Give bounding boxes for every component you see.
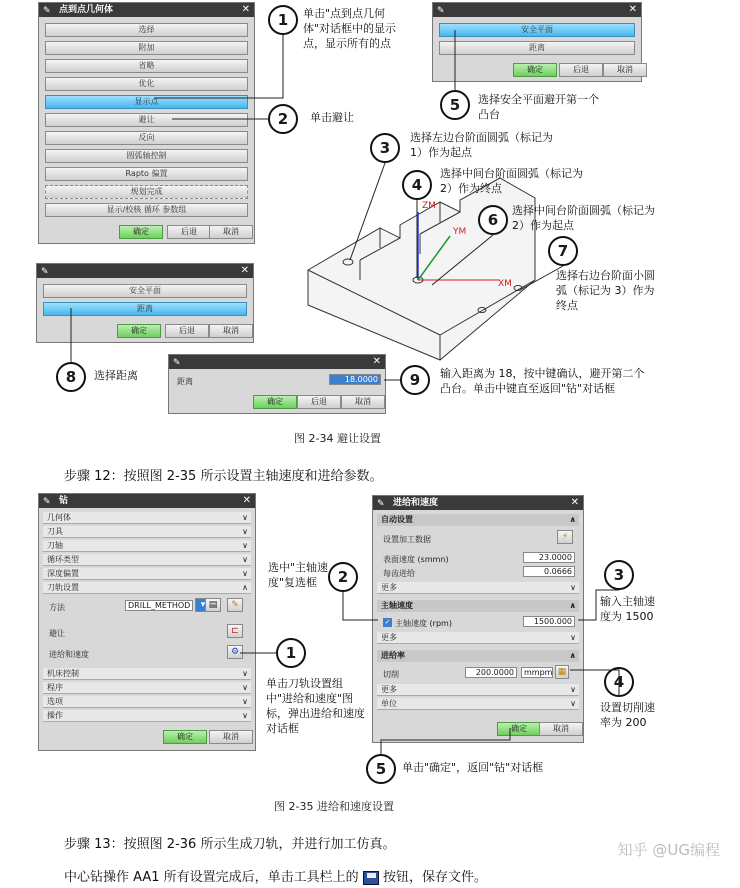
- callout-1-text: 单击"点到点几何体"对话框中的显示点，显示所有的点: [303, 7, 397, 50]
- lightning-icon[interactable]: ⚡: [557, 530, 573, 544]
- callout-4b-circle: 4: [604, 667, 634, 697]
- callout-3-text: 选择左边台阶面圆弧（标记为 1）作为起点: [410, 131, 553, 159]
- dialog-title: 进给和速度: [393, 498, 439, 508]
- callout-3b-text: 输入主轴速度为 1500: [600, 595, 655, 623]
- section-label: 进给率: [381, 651, 405, 660]
- chevron-up-icon: ∧: [242, 583, 248, 592]
- edit-method-icon[interactable]: ▤: [205, 598, 221, 612]
- cut-input[interactable]: 200.0000: [465, 667, 517, 678]
- feed-per-tooth-label: 每齿进给: [383, 569, 415, 578]
- callout-2-circle: 2: [268, 104, 298, 134]
- callout-6-text: 选择中间台阶面圆弧（标记为 2）作为起点: [512, 204, 655, 232]
- feeds-speeds-icon[interactable]: ⚙: [227, 645, 243, 659]
- row-label: 机床控制: [47, 669, 79, 678]
- display-check-cycle-button[interactable]: 显示/校核 循环 参数组: [45, 203, 248, 217]
- watermark: 知乎 @UG编程: [617, 841, 720, 859]
- cancel-button[interactable]: 取消: [209, 225, 253, 239]
- close-icon[interactable]: ✕: [241, 4, 250, 15]
- cancel-button[interactable]: 取消: [603, 63, 647, 77]
- wrench-icon: ✎: [173, 358, 181, 368]
- zm-axis-label: ZM: [422, 201, 436, 211]
- method-select[interactable]: DRILL_METHOD: [125, 600, 193, 611]
- arc-axis-control-button[interactable]: 圆弧轴控制: [45, 149, 248, 163]
- distance-button[interactable]: 距离: [43, 302, 247, 316]
- dialog-title: 钻: [59, 496, 69, 506]
- callout-5-circle: 5: [440, 90, 470, 120]
- figure-2-35-caption: 图 2-35 进给和速度设置: [274, 800, 394, 813]
- chevron-up-icon: ∧: [569, 651, 576, 660]
- step-12-text: 步骤 12：按照图 2-35 所示设置主轴速度和进给参数。: [64, 469, 383, 484]
- last-line: [64, 866, 487, 885]
- row-label: 操作: [47, 711, 63, 720]
- last-line-part-b: 按钮，保存文件。: [382, 870, 487, 885]
- callout-7-text: 选择右边台阶面小圆弧（标记为 3）作为终点: [556, 269, 655, 312]
- safe-plane-button[interactable]: 安全平面: [43, 284, 247, 298]
- chevron-up-icon: ∧: [569, 601, 576, 610]
- xm-axis-label: XM: [498, 279, 512, 289]
- callout-8-circle: 8: [56, 362, 86, 392]
- chevron-down-icon: ∨: [242, 541, 248, 550]
- chevron-down-icon: ∨: [242, 711, 248, 720]
- optimize-button[interactable]: 优化: [45, 77, 248, 91]
- reverse-button[interactable]: 反向: [45, 131, 248, 145]
- chevron-down-icon: ∨: [242, 569, 248, 578]
- ok-button[interactable]: 确定: [117, 324, 161, 338]
- set-machining-data-label: 设置加工数据: [383, 535, 431, 544]
- ok-button[interactable]: 确定: [119, 225, 163, 239]
- wrench-icon: ✎: [437, 6, 445, 16]
- callout-2b-text: 选中"主轴速度"复选框: [268, 561, 329, 589]
- avoid-icon[interactable]: ⊏: [227, 624, 243, 638]
- callout-5b-text: 单击"确定"，返回"钻"对话框: [402, 761, 544, 774]
- callout-9-circle: 9: [400, 365, 430, 395]
- callout-5b-circle: 5: [366, 754, 396, 784]
- display-points-button[interactable]: 显示点: [45, 95, 248, 109]
- callout-2b-circle: 2: [328, 562, 358, 592]
- avoid-button[interactable]: 避让: [45, 113, 248, 127]
- callout-4b-text: 设置切削速率为 200: [600, 701, 655, 729]
- callout-3b-circle: 3: [604, 560, 634, 590]
- calculator-icon[interactable]: ▦: [555, 665, 569, 679]
- cancel-button[interactable]: 取消: [341, 395, 385, 409]
- avoid-label: 避让: [49, 629, 65, 638]
- callout-7-circle: 7: [548, 236, 578, 266]
- leader-lines-34: [0, 0, 740, 430]
- row-label: 刀轴: [47, 541, 63, 550]
- chevron-down-icon: ∨: [242, 555, 248, 564]
- row-label: 更多: [381, 583, 397, 592]
- cut-label: 切削: [383, 670, 399, 679]
- callout-4-circle: 4: [402, 170, 432, 200]
- ym-axis-label: YM: [453, 227, 467, 237]
- chevron-down-icon: ∨: [570, 685, 576, 694]
- ok-button[interactable]: 确定: [513, 63, 557, 77]
- ok-button[interactable]: 确定: [163, 730, 207, 744]
- last-line-part-a: 中心钻操作 AA1 所有设置完成后，单击工具栏上的: [64, 870, 359, 885]
- safe-plane-button[interactable]: 安全平面: [439, 23, 635, 37]
- select-button[interactable]: 选择: [45, 23, 248, 37]
- spindle-speed-input[interactable]: 1500.000: [523, 616, 575, 627]
- row-label: 刀具: [47, 527, 63, 536]
- row-label: 程序: [47, 683, 63, 692]
- distance-label: 距离: [177, 377, 193, 386]
- wrench-icon: ✎: [43, 497, 51, 507]
- back-button[interactable]: 后退: [559, 63, 603, 77]
- close-icon[interactable]: ✕: [570, 497, 579, 508]
- callout-5-text: 选择安全平面避开第一个凸台: [478, 93, 599, 121]
- callout-1b-circle: 1: [276, 638, 306, 668]
- close-icon[interactable]: ✕: [240, 265, 249, 276]
- wrench-icon: ✎: [377, 499, 385, 509]
- dialog-title: 点到点几何体: [59, 5, 114, 15]
- chevron-up-icon: ∧: [569, 515, 576, 524]
- section-label: 自动设置: [381, 515, 413, 524]
- row-label: 选项: [47, 697, 63, 706]
- ok-button[interactable]: 确定: [253, 395, 297, 409]
- omit-button[interactable]: 省略: [45, 59, 248, 73]
- spindle-speed-label: 主轴速度 (rpm): [395, 619, 452, 628]
- rapto-offset-button[interactable]: Rapto 偏置: [45, 167, 248, 181]
- row-label: 更多: [381, 685, 397, 694]
- chevron-down-icon: ∨: [242, 513, 248, 522]
- close-icon[interactable]: ✕: [372, 356, 381, 367]
- distance-input[interactable]: 18.0000: [329, 374, 381, 385]
- save-icon: [363, 871, 379, 885]
- callout-4-text: 选择中间台阶面圆弧（标记为 2）作为终点: [440, 167, 583, 195]
- feeds-speeds-label: 进给和速度: [49, 650, 89, 659]
- row-label: 深度偏置: [47, 569, 79, 578]
- chevron-down-icon: ∨: [242, 669, 248, 678]
- cancel-button[interactable]: 取消: [209, 730, 253, 744]
- distance-button[interactable]: 距离: [439, 41, 635, 55]
- callout-3-circle: 3: [370, 133, 400, 163]
- close-icon[interactable]: ✕: [628, 4, 637, 15]
- wrench-icon: ✎: [41, 267, 49, 277]
- row-label: 单位: [381, 699, 397, 708]
- chevron-down-icon: ∨: [570, 699, 576, 708]
- surface-speed-input[interactable]: 23.0000: [523, 552, 575, 563]
- wrench-icon[interactable]: ✎: [227, 598, 243, 612]
- back-button[interactable]: 后退: [165, 324, 209, 338]
- step-13-text: 步骤 13：按照图 2-36 所示生成刀轨，并进行加工仿真。: [64, 837, 396, 852]
- row-label: 刀轨设置: [47, 583, 79, 592]
- back-button[interactable]: 后退: [297, 395, 341, 409]
- chevron-down-icon: ∨: [242, 697, 248, 706]
- spindle-checkbox[interactable]: ✓: [384, 618, 391, 626]
- leader-lines-35: [0, 480, 740, 790]
- callout-1-circle: 1: [268, 5, 298, 35]
- callout-2-text: 单击避让: [310, 111, 354, 124]
- append-button[interactable]: 附加: [45, 41, 248, 55]
- chevron-down-icon: ∨: [570, 633, 576, 642]
- surface-speed-label: 表面速度 (smmn): [383, 555, 449, 564]
- cut-unit-select[interactable]: mmpm: [521, 667, 553, 678]
- callout-9-text: 输入距离为 18，按中键确认，避开第二个凸台。单击中键直至返回"钻"对话框: [440, 367, 645, 395]
- cancel-button[interactable]: 取消: [209, 324, 253, 338]
- plan-complete-button[interactable]: 规划完成: [45, 185, 248, 199]
- chevron-down-icon: ∨: [242, 527, 248, 536]
- method-label: 方法: [49, 603, 65, 612]
- row-label: 更多: [381, 633, 397, 642]
- ok-button[interactable]: 确定: [497, 722, 541, 736]
- row-label: 循环类型: [47, 555, 79, 564]
- feed-per-tooth-input[interactable]: 0.0666: [523, 566, 575, 577]
- wrench-icon: ✎: [43, 6, 51, 16]
- close-icon[interactable]: ✕: [242, 495, 251, 506]
- callout-1b-text: 单击刀轨设置组中"进给和速度"图标，弹出进给和速度对话框: [266, 677, 365, 735]
- row-label: 几何体: [47, 513, 71, 522]
- callout-6-circle: 6: [478, 205, 508, 235]
- chevron-down-icon: ∨: [570, 583, 576, 592]
- figure-2-34-caption: 图 2-34 避让设置: [294, 432, 381, 445]
- dropdown-icon[interactable]: ▾: [195, 598, 211, 612]
- section-label: 主轴速度: [381, 601, 413, 610]
- cancel-button[interactable]: 取消: [539, 722, 583, 736]
- back-button[interactable]: 后退: [167, 225, 211, 239]
- chevron-down-icon: ∨: [242, 683, 248, 692]
- callout-8-text: 选择距离: [94, 369, 138, 382]
